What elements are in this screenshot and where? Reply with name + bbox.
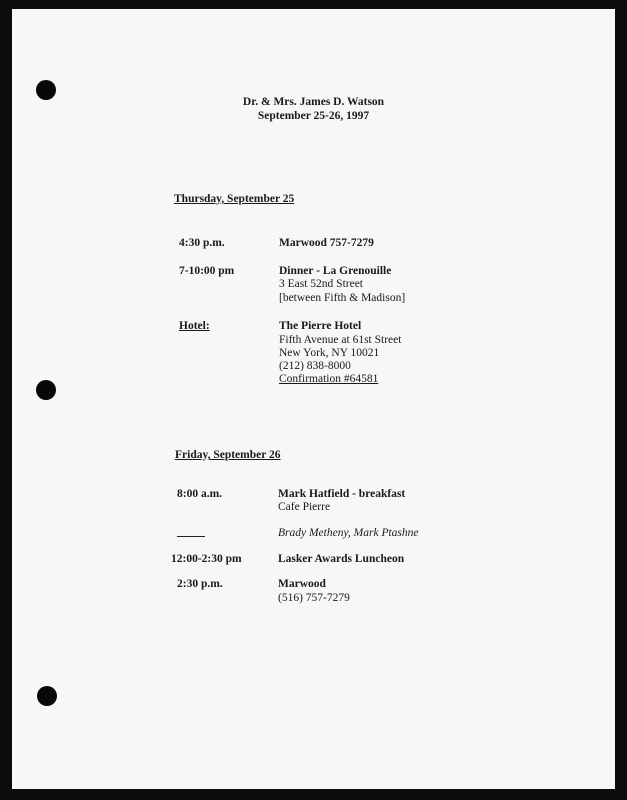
event-detail: (516) 757-7279	[278, 592, 350, 604]
hotel-confirmation: Confirmation #64581	[279, 373, 379, 385]
document-title: Dr. & Mrs. James D. Watson	[242, 96, 385, 108]
blank-time-line	[177, 536, 205, 537]
event-title: Mark Hatfield - breakfast	[278, 488, 406, 500]
time-label: 8:00 a.m.	[177, 488, 223, 500]
thursday-heading: Thursday, September 25	[174, 193, 295, 205]
event-title: Marwood 757-7279	[279, 237, 374, 249]
document-page	[12, 9, 615, 789]
hotel-name: The Pierre Hotel	[279, 320, 362, 332]
event-title: Dinner - La Grenouille	[279, 265, 392, 277]
event-detail: [between Fifth & Madison]	[279, 292, 406, 304]
event-title: Lasker Awards Luncheon	[278, 553, 405, 565]
friday-heading: Friday, September 26	[175, 449, 281, 461]
binder-hole	[36, 380, 56, 400]
binder-hole	[36, 80, 56, 100]
hotel-city: New York, NY 10021	[279, 347, 380, 359]
event-detail: Cafe Pierre	[278, 501, 331, 513]
event-detail: 3 East 52nd Street	[279, 278, 363, 290]
hotel-phone: (212) 838-8000	[279, 360, 351, 372]
document-dates: September 25-26, 1997	[257, 110, 370, 122]
time-label: 12:00-2:30 pm	[171, 553, 242, 565]
event-title: Marwood	[278, 578, 326, 590]
time-label: 4:30 p.m.	[179, 237, 225, 249]
time-label: 2:30 p.m.	[177, 578, 223, 590]
time-label: 7-10:00 pm	[179, 265, 235, 277]
binder-hole	[37, 686, 57, 706]
hotel-address: Fifth Avenue at 61st Street	[279, 334, 402, 346]
hotel-label: Hotel:	[179, 320, 210, 332]
attendees-note: Brady Metheny, Mark Ptashne	[278, 527, 419, 539]
